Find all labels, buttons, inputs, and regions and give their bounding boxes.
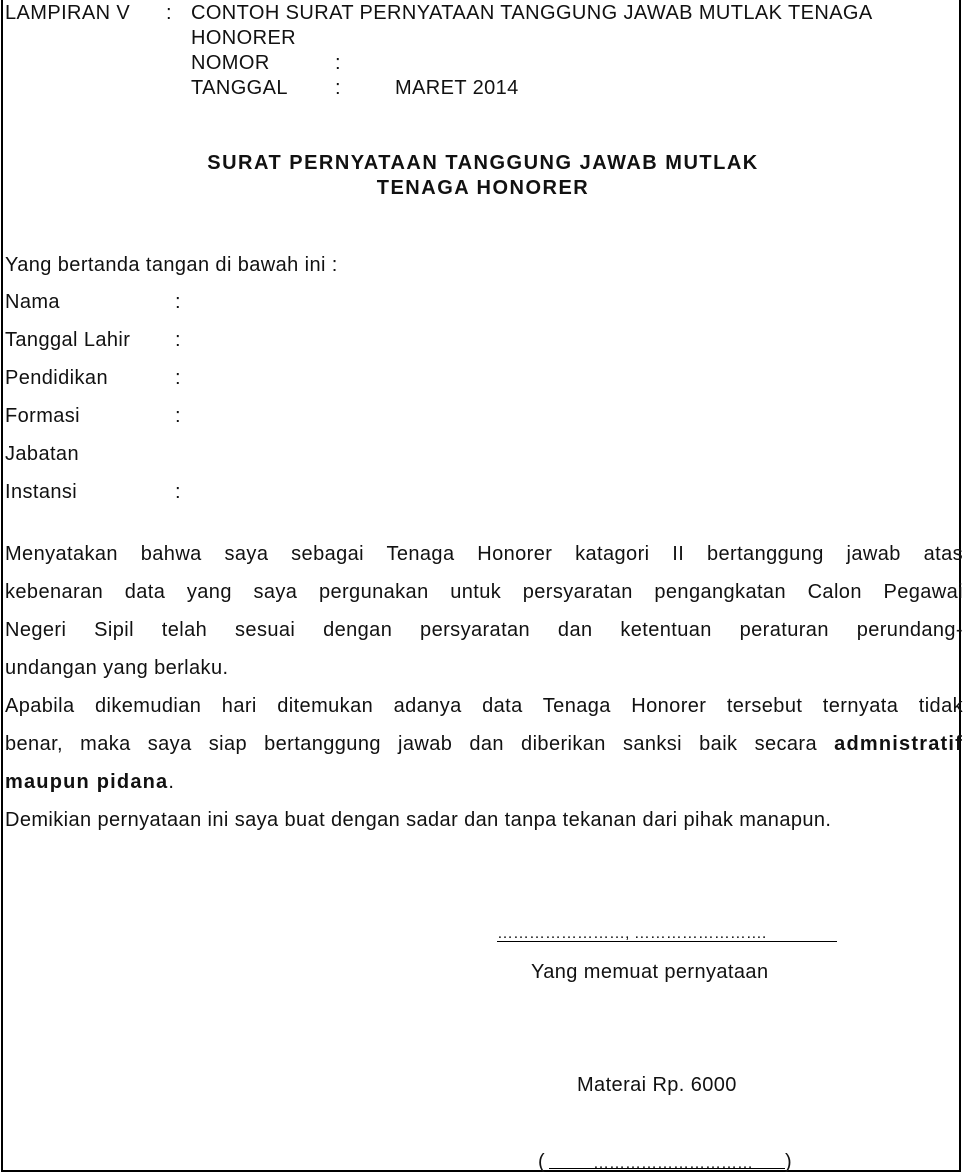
paragraph-1-line-1: Menyatakan bahwa saya sebagai Tenaga Honorer katagori II bertanggung jawab atas <box>5 543 963 565</box>
place-date-line: ……………………, ……………………. <box>497 925 767 942</box>
tanggal-label: TANGGAL <box>191 77 288 99</box>
paragraph-2-bold-term: admnistratif <box>834 733 963 755</box>
field-label-jabatan: Jabatan <box>5 443 79 465</box>
paragraph-2-bold-phrase: maupun pidana <box>5 771 169 793</box>
paragraph-1-line-4: undangan yang berlaku. <box>5 657 229 679</box>
lampiran-title-line1: CONTOH SURAT PERNYATAAN TANGGUNG JAWAB MUTLAK TENAGA <box>191 2 873 24</box>
field-colon: : <box>175 405 181 427</box>
document-title-line2: TENAGA HONORER <box>376 177 590 199</box>
paragraph-2-line-3 <box>5 770 174 794</box>
field-label-instansi: Instansi <box>5 481 78 503</box>
place-date-underline <box>497 941 837 942</box>
name-close-paren: ) <box>785 1151 793 1173</box>
field-label-pendidikan: Pendidikan <box>5 367 108 389</box>
lampiran-label: LAMPIRAN V <box>5 2 131 24</box>
name-open-paren: ( <box>538 1151 546 1173</box>
stamp-duty-note: Materai Rp. 6000 <box>577 1074 737 1096</box>
lampiran-title-line2: HONORER <box>191 27 297 49</box>
paragraph-1-line-2: kebenaran data yang saya pergunakan untuk persyaratan pengangkatan Calon Pegawai <box>5 581 963 603</box>
signer-caption: Yang memuat pernyataan <box>531 961 769 983</box>
paragraph-1-line-3: Negeri Sipil telah sesuai dengan persyaratan dan ketentuan peraturan perundang- <box>5 619 963 641</box>
field-colon: : <box>175 367 181 389</box>
tanggal-value: MARET 2014 <box>395 77 519 99</box>
paragraph-2-line-1: Apabila dikemudian hari ditemukan adanya data Tenaga Honorer tersebut ternyata tidak <box>5 695 963 717</box>
field-colon: : <box>175 329 181 351</box>
document-page <box>1 0 961 1172</box>
document-title-line1: SURAT PERNYATAAN TANGGUNG JAWAB MUTLAK <box>207 152 759 174</box>
tanggal-colon: : <box>335 77 341 99</box>
nomor-label: NOMOR <box>191 52 270 74</box>
intro-text: Yang bertanda tangan di bawah ini : <box>5 254 338 276</box>
field-label-tanggal-lahir: Tanggal Lahir <box>5 329 131 351</box>
nomor-colon: : <box>335 52 341 74</box>
name-underline <box>549 1168 785 1169</box>
field-label-nama: Nama <box>5 291 60 313</box>
paragraph-2-line-2 <box>5 732 963 756</box>
paragraph-2-line-2-text: benar, maka saya siap bertanggung jawab dan diberikan sanksi baik secara <box>5 733 835 755</box>
field-colon: : <box>175 291 181 313</box>
lampiran-colon: : <box>166 2 172 24</box>
paragraph-3: Demikian pernyataan ini saya buat dengan sadar dan tanpa tekanan dari pihak manapun. <box>5 809 832 831</box>
paragraph-2-end: . <box>168 771 175 793</box>
field-colon: : <box>175 481 181 503</box>
field-label-formasi: Formasi <box>5 405 81 427</box>
name-dots: ………………………… <box>593 1155 753 1172</box>
